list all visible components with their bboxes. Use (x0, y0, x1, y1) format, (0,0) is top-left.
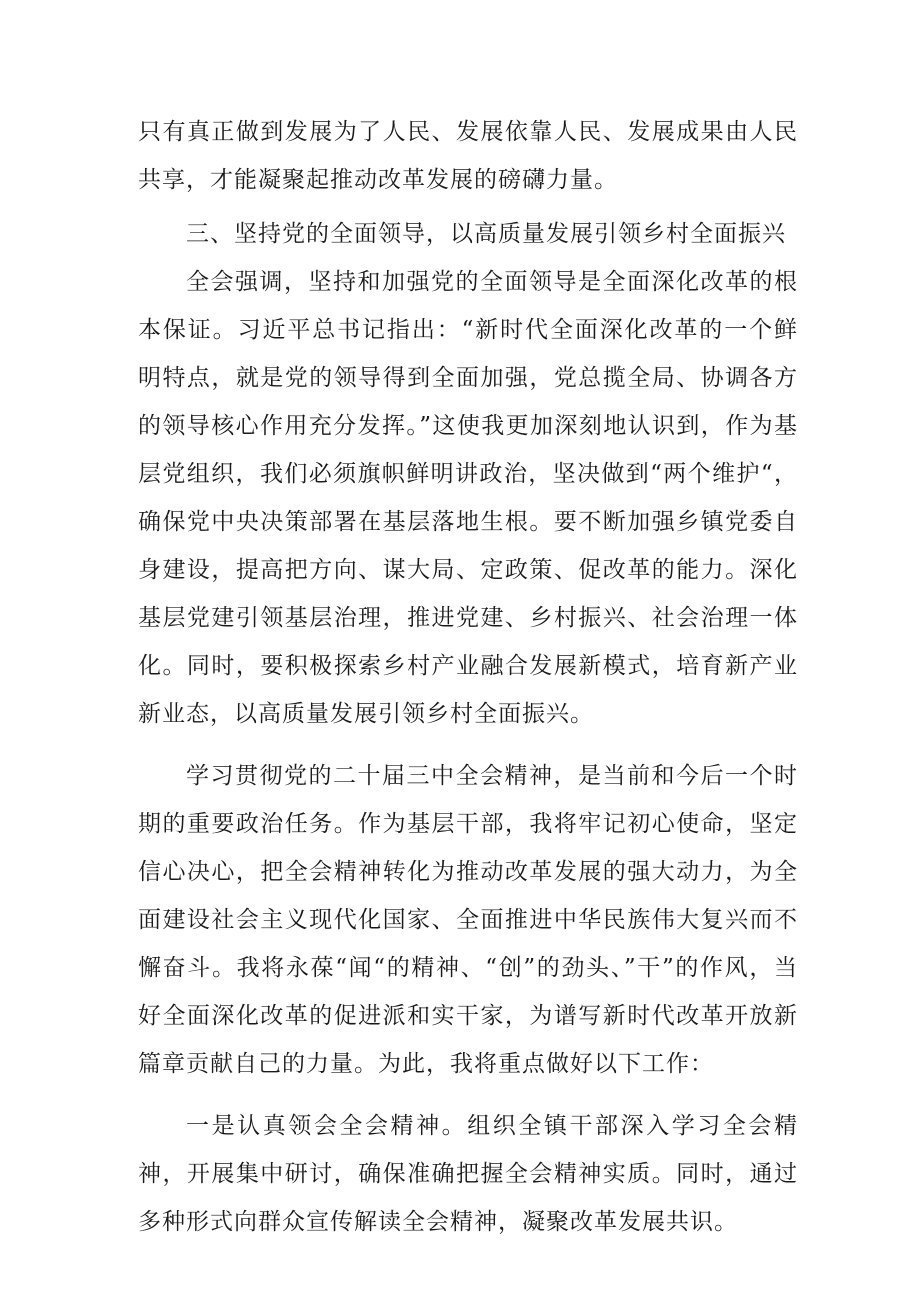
section-heading: 三、坚持党的全面领导，以高质量发展引领乡村全面振兴 (186, 221, 786, 247)
paragraph-task-one: 一是认真领会全会精神。组织全镇干部深入学习全会精神，开展集中研讨，确保准确把握全会精神实质。同时，通过多种形式向群众宣传解读全会精神，凝聚改革发展共识。 (138, 1113, 798, 1235)
document-body (138, 108, 798, 1246)
paragraph-study: 学习贯彻党的二十届三中全会精神，是当前和今后一个时期的重要政治任务。作为基层干部，我将牢记初心使命，坚定信心决心，把全会精神转化为推动改革发展的强大动力，为全面建设社会主义现代化国家、全面推进中华民族伟大复兴而不懈奋斗。我将永葆“闻“的精神、“创”的劲头、”干”的作风，当好全面深化改革的促进派和实干家，为谱写新时代改革开放新篇章贡献自己的力量。为此，我将重点做好以下工作： (138, 763, 798, 1077)
paragraph-leadership: 全会强调，坚持和加强党的全面领导是全面深化改革的根本保证。习近平总书记指出：“新时代全面深化改革的一个鲜明特点，就是党的领导得到全面加强，党总揽全局、协调各方的领导核心作用充分发挥。”这使我更加深刻地认识到，作为基层党组织，我们必须旗帜鲜明讲政治，坚决做到“两个维护“，确保党中央决策部署在基层落地生根。要不断加强乡镇党委自身建设，提高把方向、谋大局、定政策、促改革的能力。深化基层党建引领基层治理，推进党建、乡村振兴、社会治理一体化。同时，要积极探索乡村产业融合发展新模式，培育新产业新业态，以高质量发展引领乡村全面振兴。 (138, 269, 798, 727)
paragraph-continuation: 只有真正做到发展为了人民、发展依靠人民、发展成果由人民共享，才能凝聚起推动改革发展的磅礴力量。 (138, 119, 798, 193)
